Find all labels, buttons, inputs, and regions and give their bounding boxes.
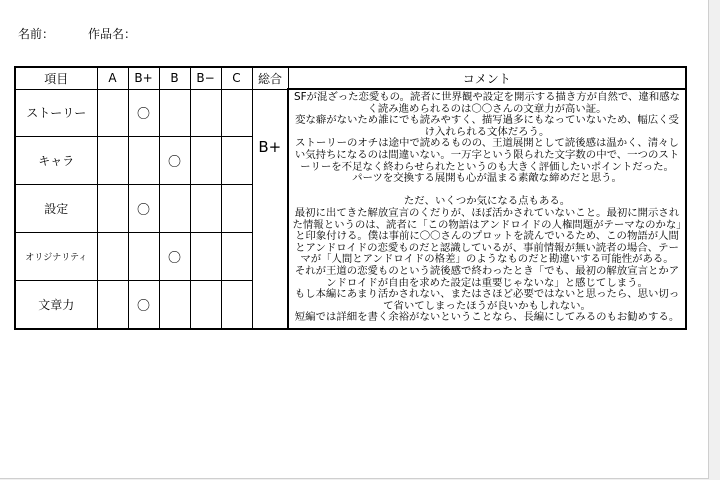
sheet-header	[18, 27, 136, 41]
grade-mark	[159, 89, 190, 137]
comment-paragraph: SFが混ざった恋愛もの。読者に世界観や設定を開示する描き方が自然で、違和感なく読み進められるのは〇〇さんの文章力が高い証。	[293, 91, 680, 115]
name-label: 名前：	[18, 27, 55, 41]
header-grade-b: B	[159, 67, 190, 89]
grade-mark: 〇	[159, 232, 190, 280]
row-item-label: オリジナリティ	[15, 232, 97, 280]
header-item: 項目	[15, 67, 97, 89]
comment-paragraph: パーツを交換する展開も心が温まる素敵な締めだと思う。	[352, 172, 622, 185]
grade-mark: 〇	[128, 89, 159, 137]
header-grade-c: C	[221, 67, 252, 89]
grade-mark	[221, 137, 252, 185]
grade-mark	[221, 280, 252, 329]
row-item-label: ストーリー	[15, 89, 97, 137]
row-item-label: 設定	[15, 185, 97, 233]
table-row	[15, 89, 686, 137]
grade-mark	[190, 89, 221, 137]
grade-mark	[221, 185, 252, 233]
grade-mark	[190, 280, 221, 329]
comment-paragraph: それが王道の恋愛ものという読後感で終わったとき「でも、最初の解放宣言とかアンドロイドが自由を求めた設定は重要じゃないな」と感じてしまう。	[294, 264, 680, 289]
comment-paragraph: ストーリーのオチは途中で読めるものの、王道展開として読後感は温かく、清々しい気持ちになるのは間違いない。一万字という限られた文字数の中で、一つのストーリーを不足なく終わらせられたというのも大きく評価したいポイントだった。	[294, 137, 680, 173]
grade-mark	[128, 232, 159, 280]
grade-mark	[190, 137, 221, 185]
grade-mark	[190, 185, 221, 233]
row-item-label: 文章力	[15, 280, 97, 329]
grade-mark	[128, 137, 159, 185]
grade-mark: 〇	[128, 280, 159, 329]
title-label: 作品名：	[88, 27, 137, 41]
grade-mark	[159, 280, 190, 329]
table-header-row	[15, 67, 686, 89]
header-total: 総合	[252, 67, 288, 89]
total-grade: B+	[252, 89, 288, 329]
grade-mark	[221, 232, 252, 280]
comment-text	[288, 89, 686, 329]
grade-mark	[97, 137, 128, 185]
grade-mark: 〇	[128, 185, 159, 233]
header-comment: コメント	[288, 67, 686, 89]
comment-paragraph: ただ、いくつか気になる点もある。	[403, 195, 571, 208]
grade-mark	[97, 185, 128, 233]
comment-paragraph: もし本編にあまり活かされない、またはさほど必要ではないと思ったら、思い切って省いてしまったほうが良いかもしれない。	[294, 288, 680, 312]
grade-mark	[97, 280, 128, 329]
comment-paragraph: 短編では詳細を書く余裕がないということなら、長編にしてみるのもお勧めする。	[294, 311, 680, 324]
header-grade-b-minus: B−	[190, 67, 221, 89]
header-grade-a: A	[97, 67, 128, 89]
grade-mark	[221, 89, 252, 137]
evaluation-table	[14, 66, 687, 330]
comment-paragraph: 変な癖がないため誰にでも読みやすく、描写過多にもなっていないため、幅広く受け入れられる文体だろう。	[295, 114, 679, 138]
grade-mark	[97, 232, 128, 280]
header-grade-b-plus: B+	[128, 67, 159, 89]
grade-mark	[159, 185, 190, 233]
grade-mark: 〇	[159, 137, 190, 185]
grade-mark	[97, 89, 128, 137]
grade-mark	[190, 232, 221, 280]
row-item-label: キャラ	[15, 137, 97, 185]
comment-paragraph: 最初に出てきた解放宣言のくだりが、ほぼ活かされていないこと。最初に開示された情報というのは、読者に「この物語はアンドロイドの人権問題がテーマなのかな」と印象付ける。僕は事前に〇〇さんのプロットを読んでいるため、この物語が人間とアンドロイドの恋愛ものだと認識しているが、事前情報が無い読者の場合、テーマが「人間とアンドロイドの格差」のようなものだと勘違いする可能性がある。	[292, 206, 682, 266]
